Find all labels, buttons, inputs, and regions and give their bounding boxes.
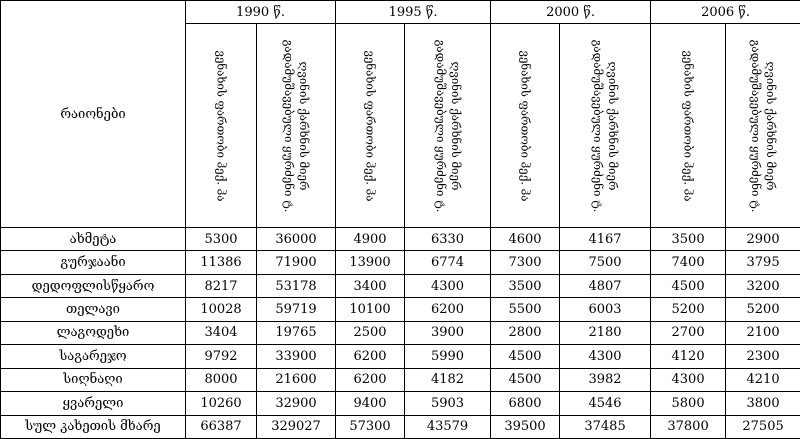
area-cell: 5800	[651, 392, 726, 415]
region-cell: ყვარელი	[1, 392, 186, 415]
production-cell: 71900	[257, 251, 336, 274]
table-row	[1, 368, 800, 391]
year-header: 1990 წ.	[186, 1, 336, 24]
region-cell: ახმეტა	[1, 228, 186, 251]
production-cell: 2300	[726, 345, 800, 368]
area-cell: 6800	[491, 392, 560, 415]
table-row	[1, 321, 800, 344]
area-cell: 66387	[186, 415, 257, 439]
year-header: 2006 წ.	[651, 1, 800, 24]
production-cell: 5903	[405, 392, 491, 415]
production-cell: 36000	[257, 228, 336, 251]
area-cell: 6200	[336, 368, 405, 391]
production-cell: 32900	[257, 392, 336, 415]
production-cell: 4546	[560, 392, 651, 415]
region-cell: ლაგოდეხი	[1, 321, 186, 344]
table-row	[1, 274, 800, 297]
production-cell: 3795	[726, 251, 800, 274]
region-cell: სულ კახეთის მხარე	[1, 415, 186, 439]
area-cell: 8000	[186, 368, 257, 391]
production-cell: 3982	[560, 368, 651, 391]
production-cell: 7500	[560, 251, 651, 274]
area-cell: 39500	[491, 415, 560, 439]
area-cell: 9400	[336, 392, 405, 415]
table-body	[1, 228, 800, 439]
production-cell: 4807	[560, 274, 651, 297]
area-column-header	[336, 24, 405, 228]
area-cell: 7400	[651, 251, 726, 274]
region-cell: სიღნაღი	[1, 368, 186, 391]
area-cell: 4900	[336, 228, 405, 251]
area-cell: 2800	[491, 321, 560, 344]
production-cell: 3800	[726, 392, 800, 415]
area-column-label: ვენახის ფართობი ჰექ. ჰა	[518, 50, 533, 201]
production-cell: 27505	[726, 415, 800, 439]
table-row	[1, 392, 800, 415]
area-cell: 4500	[491, 368, 560, 391]
area-cell: 13900	[336, 251, 405, 274]
production-column-label: ღვინის ქარხნის მიერ გადამუშავებული ყურძენი ტ.	[433, 39, 463, 212]
production-cell: 4300	[560, 345, 651, 368]
year-header-row	[1, 1, 800, 24]
area-cell: 7300	[491, 251, 560, 274]
production-cell: 3900	[405, 321, 491, 344]
area-column-header	[491, 24, 560, 228]
area-cell: 11386	[186, 251, 257, 274]
production-cell: 6774	[405, 251, 491, 274]
area-cell: 10260	[186, 392, 257, 415]
production-cell: 2900	[726, 228, 800, 251]
area-cell: 5300	[186, 228, 257, 251]
area-cell: 2700	[651, 321, 726, 344]
production-column-label: ღვინის ქარხნის მიერ გადამუშავებული ყურძენი ტ.	[591, 39, 621, 212]
production-column-header	[257, 24, 336, 228]
production-column-header	[405, 24, 491, 228]
area-cell: 10100	[336, 298, 405, 321]
area-cell: 5500	[491, 298, 560, 321]
production-cell: 6200	[405, 298, 491, 321]
year-header: 1995 წ.	[336, 1, 491, 24]
area-column-label: ვენახის ფართობი ჰექ. ჰა	[363, 50, 378, 201]
production-cell: 6003	[560, 298, 651, 321]
production-column-header	[560, 24, 651, 228]
production-cell: 4167	[560, 228, 651, 251]
table-row	[1, 228, 800, 251]
production-column-label: ღვინის ქარხნის მიერ გადამუშავებული ყურძენი ტ.	[282, 39, 311, 212]
production-cell: 53178	[257, 274, 336, 297]
area-cell: 4120	[651, 345, 726, 368]
production-column-header	[726, 24, 800, 228]
year-header: 2000 წ.	[491, 1, 651, 24]
production-cell: 33900	[257, 345, 336, 368]
production-cell: 37485	[560, 415, 651, 439]
production-cell: 5200	[726, 298, 800, 321]
production-cell: 21600	[257, 368, 336, 391]
area-cell: 6200	[336, 345, 405, 368]
production-cell: 6330	[405, 228, 491, 251]
area-column-header	[186, 24, 257, 228]
area-cell: 57300	[336, 415, 405, 439]
production-cell: 19765	[257, 321, 336, 344]
production-cell: 329027	[257, 415, 336, 439]
area-cell: 3404	[186, 321, 257, 344]
region-cell: საგარეჯო	[1, 345, 186, 368]
production-cell: 4210	[726, 368, 800, 391]
production-cell: 4182	[405, 368, 491, 391]
region-cell: გურჯაანი	[1, 251, 186, 274]
area-cell: 10028	[186, 298, 257, 321]
production-cell: 59719	[257, 298, 336, 321]
area-column-label: ვენახის ფართობი ჰექ. ჰა	[681, 50, 696, 201]
region-column-header: რაიონები	[1, 1, 186, 228]
table-row	[1, 298, 800, 321]
area-cell: 3500	[651, 228, 726, 251]
production-cell: 2180	[560, 321, 651, 344]
area-cell: 4300	[651, 368, 726, 391]
region-cell: თელავი	[1, 298, 186, 321]
production-cell: 5990	[405, 345, 491, 368]
production-column-label: ღვინის ქარხნის მიერ გადამუშავებული ყურძენი ტ.	[749, 39, 779, 212]
area-cell: 9792	[186, 345, 257, 368]
area-column-header	[651, 24, 726, 228]
table-row	[1, 415, 800, 439]
production-cell: 3200	[726, 274, 800, 297]
production-cell: 4300	[405, 274, 491, 297]
table-row	[1, 345, 800, 368]
table-row	[1, 251, 800, 274]
area-column-label: ვენახის ფართობი ჰექ. ჰა	[214, 50, 229, 201]
area-cell: 4500	[651, 274, 726, 297]
area-cell: 37800	[651, 415, 726, 439]
area-cell: 5200	[651, 298, 726, 321]
area-cell: 3500	[491, 274, 560, 297]
area-cell: 4600	[491, 228, 560, 251]
production-cell: 43579	[405, 415, 491, 439]
area-cell: 8217	[186, 274, 257, 297]
area-cell: 4500	[491, 345, 560, 368]
area-cell: 3400	[336, 274, 405, 297]
area-cell: 2500	[336, 321, 405, 344]
production-cell: 2100	[726, 321, 800, 344]
region-cell: დედოფლისწყარო	[1, 274, 186, 297]
